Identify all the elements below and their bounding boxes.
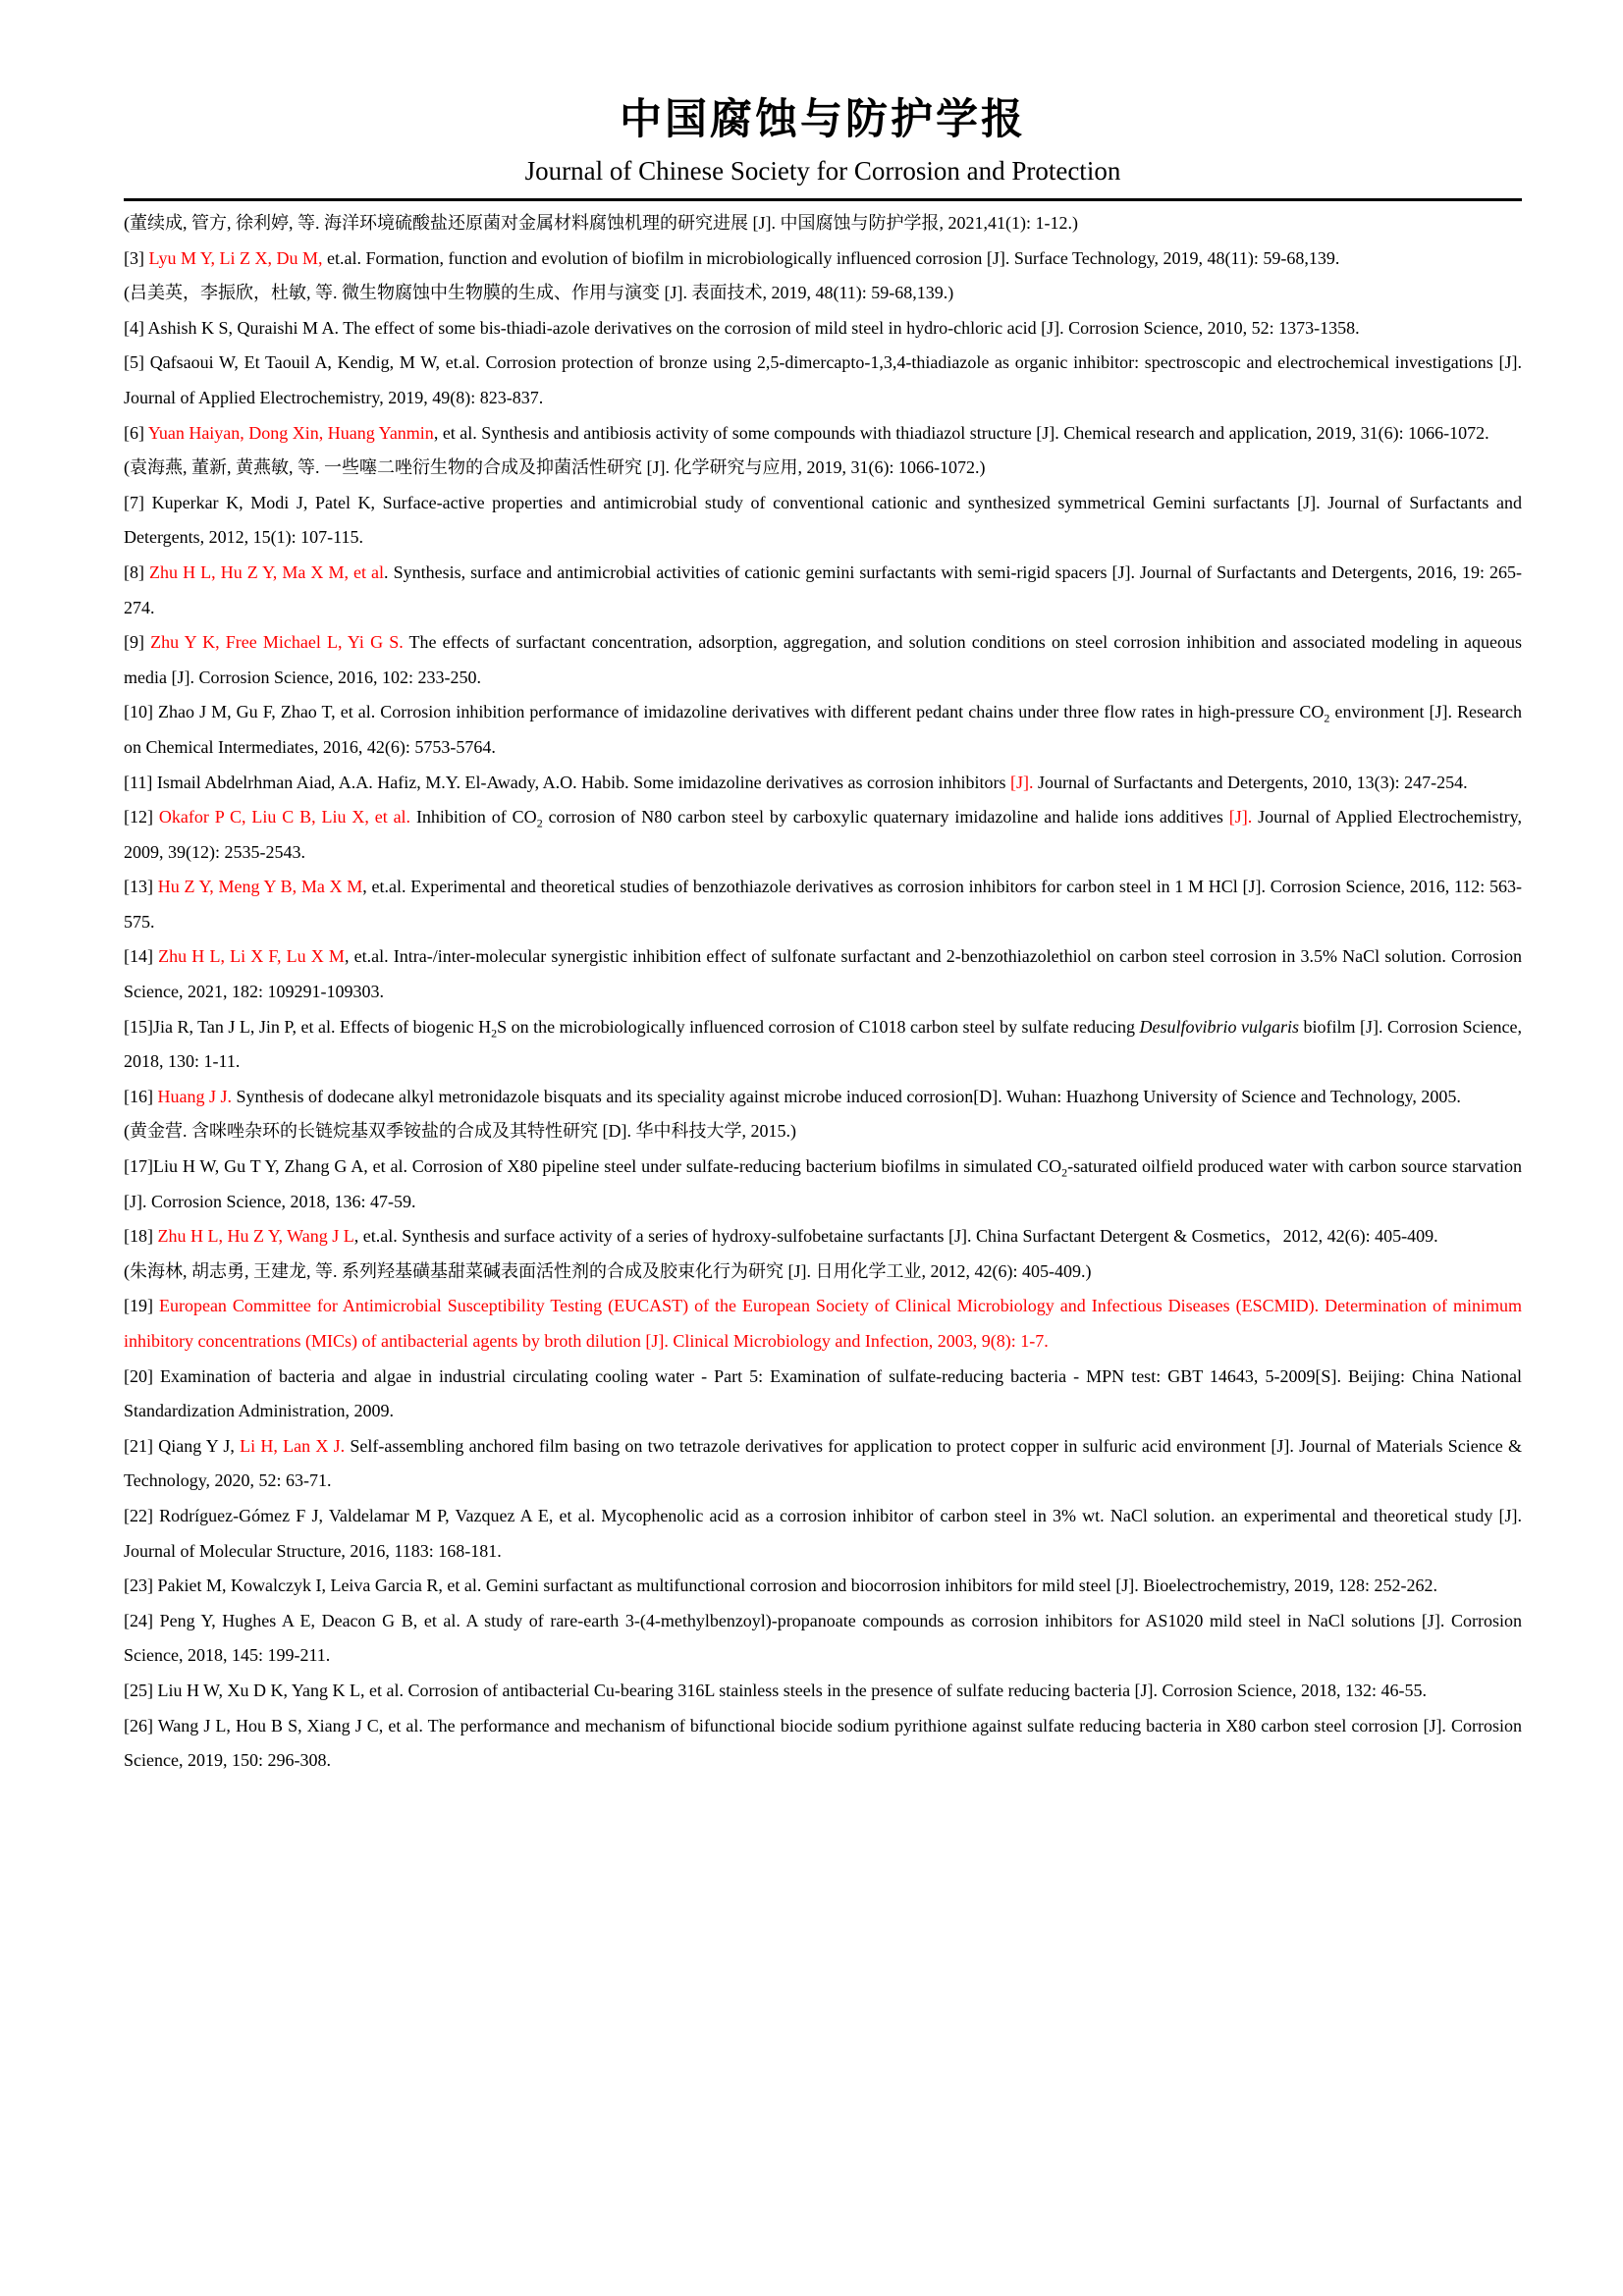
reference-entry (124, 800, 1522, 870)
reference-text-segment: European Committee for Antimicrobial Susceptibility Testing (EUCAST) of the European Society of Clinical Microbiology and Infectious Diseases (ESCMID). Determination of minimum inhibitory concentrations (MICs) of antibacterial agents by broth dilution [J]. Clinical Microbiology and Infection, 2003, 9(8): 1-7. (124, 1296, 1522, 1351)
reference-entry (124, 766, 1522, 801)
reference-entry (124, 1289, 1522, 1359)
reference-text-segment: Okafor P C, Liu C B, Liu X, et al. (158, 807, 411, 828)
reference-text-segment: 2 (1061, 1165, 1068, 1180)
reference-text-segment: 2 (491, 1026, 498, 1041)
header-divider (124, 198, 1522, 201)
reference-text-segment: , et al. Synthesis and antibiosis activity of some compounds with thiadiazol structure [J]. Chemical research and application, 2019, 31(6): 1066-1072. (433, 422, 1489, 443)
reference-text-segment: Synthesis of dodecane alkyl metronidazole bisquats and its speciality against microbe induced corrosion[D]. Wuhan: Huazhong University of Science and Technology, 2005. (232, 1086, 1461, 1106)
reference-text-segment: [5] Qafsaoui W, Et Taouil A, Kendig, M W, et.al. Corrosion protection of bronze using 2,5-dimercapto-1,3,4-thiadiazole as organic inhibitor: spectroscopic and electrochemical investigations [J]. Journal of Applied Electrochemistry, 2019, 49(8): 823-837. (124, 352, 1522, 407)
reference-text-segment: [11] Ismail Abdelrhman Aiad, A.A. Hafiz, M.Y. El-Awady, A.O. Habib. Some imidazoline derivatives as corrosion inhibitors (124, 772, 1011, 792)
reference-text-segment: [17]Liu H W, Gu T Y, Zhang G A, et al. Corrosion of X80 pipeline steel under sulfate-reducing bacterium biofilms in simulated CO (124, 1156, 1062, 1177)
reference-entry (124, 1604, 1522, 1674)
reference-text-segment: corrosion of N80 carbon steel by carboxylic quaternary imidazoline and halide ions additives (542, 807, 1229, 828)
reference-text-segment: , et.al. Synthesis and surface activity of a series of hydroxy-sulfobetaine surfactants [J]. China Surfactant Detergent & Cosmetics，2012, 42(6): 405-409. (353, 1226, 1438, 1247)
reference-text-segment: [16] (124, 1086, 158, 1106)
reference-entry (124, 1429, 1522, 1499)
reference-entry (124, 556, 1522, 625)
reference-text-segment: (朱海林, 胡志勇, 王建龙, 等. 系列羟基磺基甜菜碱表面活性剂的合成及胶束化行为研究 [J]. 日用化学工业, 2012, 42(6): 405-409.) (124, 1260, 1092, 1281)
reference-text-segment: [23] Pakiet M, Kowalczyk I, Leiva Garcia R, et al. Gemini surfactant as multifunctional corrosion and biocorrosion inhibitors for mild steel [J]. Bioelectrochemistry, 2019, 128: 252-262. (124, 1575, 1438, 1596)
reference-text-segment: [6] (124, 422, 148, 443)
reference-text-segment: et.al. Formation, function and evolution of biofilm in microbiologically influenced corrosion [J]. Surface Technology, 2019, 48(11): 59-68,139. (322, 247, 1340, 268)
reference-text-segment: [8] (124, 561, 150, 582)
reference-text-segment: [20] Examination of bacteria and algae in industrial circulating cooling water - Part 5: Examination of sulfate-reducing bacteria - MPN test: GBT 14643, 5-2009[S]. Beijing: China National Standardization Administration, 2009. (124, 1365, 1522, 1421)
reference-text-segment: [18] (124, 1226, 158, 1247)
reference-text-segment: (董续成, 管方, 徐利婷, 等. 海洋环境硫酸盐还原菌对金属材料腐蚀机理的研究进展 [J]. 中国腐蚀与防护学报, 2021,41(1): 1-12.) (124, 213, 1078, 233)
reference-text-segment: (袁海燕, 董新, 黄燕敏, 等. 一些噻二唑衍生物的合成及抑菌活性研究 [J]. 化学研究与应用, 2019, 31(6): 1066-1072.) (124, 457, 986, 478)
reference-entry (124, 1499, 1522, 1569)
reference-text-segment: environment [J]. Research on Chemical Intermediates, 2016, 42(6): 5753-5764. (124, 702, 1522, 757)
reference-text-segment: [25] Liu H W, Xu D K, Yang K L, et al. Corrosion of antibacterial Cu-bearing 316L stainless steels in the presence of sulfate reducing bacteria [J]. Corrosion Science, 2018, 132: 46-55. (124, 1680, 1428, 1700)
reference-entry (124, 346, 1522, 415)
reference-entry (124, 1709, 1522, 1779)
reference-text-segment: [10] Zhao J M, Gu F, Zhao T, et al. Corrosion inhibition performance of imidazoline derivatives with different pedant chains under three flow rates in high-pressure CO (124, 702, 1325, 722)
reference-text-segment: [14] (124, 946, 159, 967)
reference-entry (124, 1360, 1522, 1429)
reference-text-segment: [9] (124, 632, 151, 653)
reference-entry (124, 939, 1522, 1009)
reference-translation (124, 451, 1522, 486)
reference-text-segment: biofilm [J]. Corrosion Science, 2018, 130: 1-11. (124, 1016, 1523, 1072)
reference-entry (124, 1674, 1522, 1709)
reference-text-segment: 2 (1324, 711, 1330, 725)
reference-text-segment: Hu Z Y, Meng Y B, Ma X M (157, 877, 363, 897)
reference-text-segment: [J]. (1228, 807, 1253, 828)
reference-entry (124, 311, 1522, 347)
reference-entry (124, 695, 1522, 765)
reference-translation (124, 206, 1522, 241)
reference-text-segment: 2 (536, 816, 543, 830)
reference-text-segment: Journal of Surfactants and Detergents, 2010, 13(3): 247-254. (1033, 772, 1468, 792)
reference-entry (124, 1010, 1522, 1080)
reference-text-segment: (黄金营. 含咪唑杂环的长链烷基双季铵盐的合成及其特性研究 [D]. 华中科技大学, 2015.) (124, 1121, 796, 1142)
reference-text-segment: Zhu Y K, Free Michael L, Yi G S. (150, 632, 404, 653)
reference-text-segment: Zhu H L, Hu Z Y, Wang J L (157, 1226, 354, 1247)
reference-text-segment: S on the microbiologically influenced corrosion of C1018 carbon steel by sulfate reducing (497, 1016, 1140, 1037)
reference-text-segment: [21] Qiang Y J, (124, 1435, 241, 1456)
reference-entry (124, 1569, 1522, 1604)
references-list (124, 206, 1522, 1779)
reference-entry (124, 870, 1522, 939)
reference-text-segment: [J]. (1010, 772, 1034, 792)
reference-translation (124, 276, 1522, 311)
journal-header (124, 94, 1522, 201)
reference-text-segment: Inhibition of CO (410, 807, 537, 828)
reference-text-segment: , et.al. Experimental and theoretical studies of benzothiazole derivatives as corrosion inhibitors for carbon steel in 1 M HCl [J]. Corrosion Science, 2016, 112: 563-575. (124, 877, 1522, 932)
reference-translation (124, 1255, 1522, 1290)
reference-text-segment: Lyu M Y, Li Z X, Du M, (148, 247, 323, 268)
reference-text-segment: [15]Jia R, Tan J L, Jin P, et al. Effects of biogenic H (124, 1016, 492, 1037)
reference-entry (124, 416, 1522, 452)
reference-text-segment: [12] (124, 807, 159, 828)
reference-text-segment: . Synthesis, surface and antimicrobial activities of cationic gemini surfactants with semi-rigid spacers [J]. Journal of Surfactants and Detergents, 2016, 19: 265-274. (124, 561, 1522, 617)
reference-text-segment: [3] (124, 247, 149, 268)
reference-text-segment: [13] (124, 877, 158, 897)
reference-text-segment: [7] Kuperkar K, Modi J, Patel K, Surface-active properties and antimicrobial study of conventional cationic and synthesized symmetrical Gemini surfactants [J]. Journal of Surfactants and Detergents, 2012, 15(1): 107-115. (124, 492, 1522, 548)
reference-entry (124, 1219, 1522, 1255)
reference-entry (124, 241, 1522, 277)
reference-text-segment: [19] (124, 1296, 159, 1316)
reference-text-segment: Journal of Applied Electrochemistry, 2009, 39(12): 2535-2543. (124, 807, 1522, 862)
reference-text-segment: Huang J J. (157, 1086, 232, 1106)
reference-entry (124, 1149, 1522, 1219)
reference-text-segment: -saturated oilfield produced water with carbon source starvation [J]. Corrosion Science, 2018, 136: 47-59. (124, 1156, 1523, 1211)
journal-title-chinese: 中国腐蚀与防护学报 (620, 96, 1026, 143)
reference-text-segment: , et.al. Intra-/inter-molecular synergistic inhibition effect of sulfonate surfactant and 2-benzothiazolethiol on carbon steel corrosion in 3.5% NaCl solution. Corrosion Science, 2021, 182: 109291-109303. (124, 946, 1522, 1002)
reference-text-segment: Desulfovibrio vulgaris (1139, 1016, 1300, 1037)
reference-text-segment: Yuan Haiyan, Dong Xin, Huang Yanmin (147, 422, 434, 443)
reference-text-segment: The effects of surfactant concentration, adsorption, aggregation, and solution conditions on steel corrosion inhibition and associated modeling in aqueous media [J]. Corrosion Science, 2016, 102: 233-250. (124, 632, 1522, 687)
reference-text-segment: [22] Rodríguez-Gómez F J, Valdelamar M P, Vazquez A E, et al. Mycophenolic acid as a corrosion inhibitor of carbon steel in 3% wt. NaCl solution. an experimental and theoretical study [J]. Journal of Molecular Structure, 2016, 1183: 168-181. (124, 1505, 1522, 1561)
reference-text-segment: [24] Peng Y, Hughes A E, Deacon G B, et al. A study of rare-earth 3-(4-methylbenzoyl)-propanoate compounds as corrosion inhibitors for AS1020 mild steel in NaCl solutions [J]. Corrosion Science, 2018, 145: 199-211. (124, 1610, 1522, 1666)
reference-entry (124, 486, 1522, 556)
reference-entry (124, 625, 1522, 695)
reference-entry (124, 1080, 1522, 1115)
reference-text-segment: Li H, Lan X J. (240, 1435, 346, 1456)
reference-text-segment: (吕美英，李振欣，杜敏, 等. 微生物腐蚀中生物膜的生成、作用与演变 [J]. 表面技术, 2019, 48(11): 59-68,139.) (124, 283, 954, 303)
reference-text-segment: [4] Ashish K S, Quraishi M A. The effect of some bis-thiadi-azole derivatives on the corrosion of mild steel in hydro-chloric acid [J]. Corrosion Science, 2010, 52: 1373-1358. (124, 317, 1360, 338)
reference-text-segment: Self-assembling anchored film basing on two tetrazole derivatives for application to protect copper in sulfuric acid environment [J]. Journal of Materials Science & Technology, 2020, 52: 63-71. (124, 1435, 1522, 1491)
reference-text-segment: Zhu H L, Li X F, Lu X M (158, 946, 345, 967)
journal-title-english: Journal of Chinese Society for Corrosion and Protection (524, 156, 1121, 186)
reference-text-segment: [26] Wang J L, Hou B S, Xiang J C, et al. The performance and mechanism of bifunctional biocide sodium pyrithione against sulfate reducing bacteria in X80 carbon steel corrosion [J]. Corrosion Science, 2019, 150: 296-308. (124, 1715, 1522, 1771)
reference-translation (124, 1114, 1522, 1149)
reference-text-segment: Zhu H L, Hu Z Y, Ma X M, et al (149, 561, 385, 582)
